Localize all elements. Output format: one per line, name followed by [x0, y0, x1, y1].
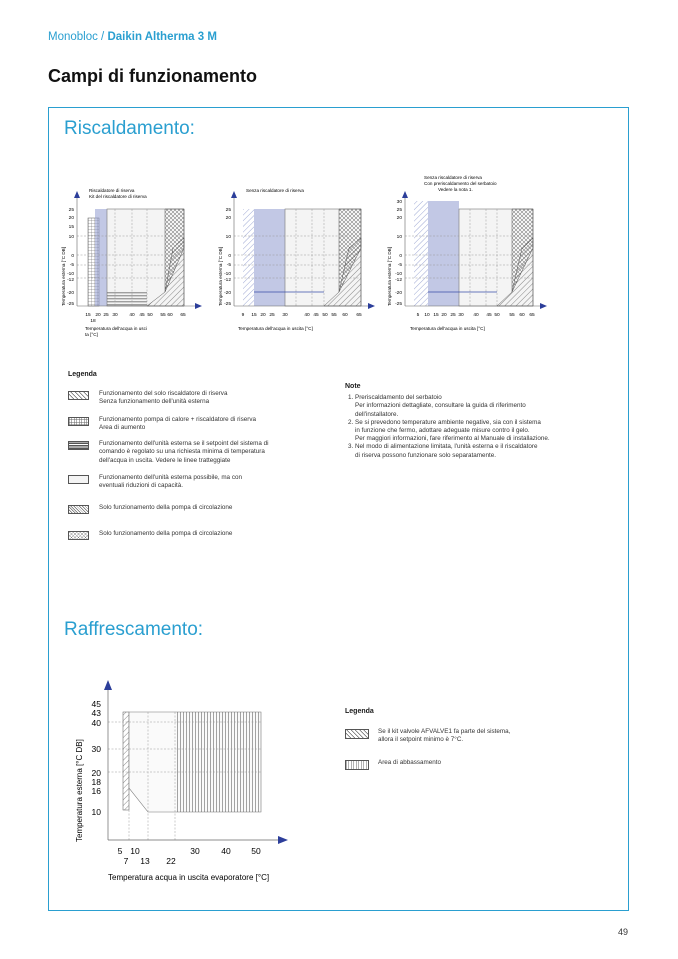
chart3-x-arrow: [540, 303, 547, 309]
chart3-region-diag: [414, 201, 428, 306]
chart2-xtick: 9: [241, 313, 245, 318]
cooling-ytick: 45: [91, 699, 101, 709]
chart2-ytick: -5: [226, 263, 231, 268]
cooling-ytick: 30: [91, 744, 101, 754]
chart3-y-arrow: [402, 191, 408, 198]
chart2-xtick: 55: [331, 313, 337, 318]
chart3-ytick: 0: [399, 254, 402, 259]
chart3-ytick: 10: [396, 235, 402, 240]
chart1-ylabel: Temperatura esterna [°C DB]: [61, 246, 66, 306]
chart2-xtick: 65: [356, 313, 362, 318]
chart3-label-line-1: Senza riscaldatore di riserva: [424, 175, 482, 180]
legend-text: [378, 759, 548, 767]
chart3-xtick: 15: [433, 313, 439, 318]
cooling-xtick: 22: [166, 856, 176, 866]
chart3-xtick: 40: [473, 313, 479, 318]
chart3-xtick: 55: [509, 313, 515, 318]
chart1-ytick: 20: [68, 216, 74, 221]
note-line: Per maggiori informazioni, fare riferimento al Manuale di installazione.: [355, 435, 550, 443]
chart3-ytick: 30: [396, 200, 402, 205]
cooling-xlabel: Temperatura acqua in uscita evaporatore [°C]: [108, 873, 270, 882]
chart1-ytick: 0: [71, 254, 74, 259]
chart1-xtick: 30: [112, 313, 118, 318]
legend-line: eventuali riduzioni di capacità.: [99, 482, 184, 490]
chart1-xtick: 15: [85, 313, 91, 318]
breadcrumb: [48, 31, 217, 43]
legend-swatch-diagonal: [345, 729, 369, 739]
note-line: dell'installatore.: [355, 410, 399, 418]
chart3-xtick: 20: [441, 313, 447, 318]
chart1-ytick: -25: [67, 302, 74, 307]
legend-text: [99, 530, 299, 538]
cooling-region-lowering: [175, 712, 261, 812]
chart1-y-ticks: [67, 207, 74, 307]
legend-swatch-cross: [68, 531, 89, 540]
chart2-label-line-1: Senza riscaldatore di riserva: [246, 188, 304, 193]
chart3-ylabel: Temperatura esterna [°C DB]: [387, 246, 392, 306]
legend-text: [99, 474, 299, 491]
notes-title: Note: [345, 383, 361, 390]
chart1-xtick-extra: 18: [90, 319, 96, 324]
chart3-ytick: -10: [395, 272, 402, 277]
note-line: in funzione che fermo, adottare adeguate misure contro il gelo.: [355, 427, 530, 435]
note-item: [355, 394, 585, 419]
legend-line: Solo funzionamento della pompa di circolazione: [99, 504, 233, 511]
chart2-xlabel: Temperatura dell'acqua in uscita [°C]: [238, 326, 313, 331]
note-item: [355, 419, 585, 444]
heating-legend-title: Legenda: [68, 371, 97, 378]
chart2-ytick: 0: [228, 254, 231, 259]
note-line: 3. Nel modo di alimentazione limitata, l'unità esterna e il riscaldatore: [355, 443, 538, 451]
cooling-region-diag: [123, 712, 129, 810]
chart2-ytick: 25: [225, 208, 231, 213]
legend-text: [99, 440, 299, 465]
cooling-xtick: 50: [251, 846, 261, 856]
chart1-xtick: 20: [95, 313, 101, 318]
legend-line: comando è regolato su una richiesta minima di temperatura: [99, 448, 265, 456]
legend-line: dell'acqua in uscita. Vedere le linee tratteggiate: [99, 456, 231, 464]
note-line: Per informazioni dettagliate, consultare la guida di riferimento: [355, 402, 526, 410]
chart3-xtick: 60: [519, 313, 525, 318]
chart2-xtick: 25: [269, 313, 275, 318]
legend-line: Solo funzionamento della pompa di circolazione: [99, 530, 233, 537]
legend-text: [378, 728, 548, 745]
legend-line: allora il setpoint minimo è 7°C.: [378, 736, 464, 744]
chart1-label-line-2: Kit del riscaldatore di riserva: [89, 194, 147, 199]
chart1-xtick: 45: [139, 313, 145, 318]
chart3-ytick: -5: [397, 263, 402, 268]
legend-swatch-diagonal: [68, 391, 89, 400]
cooling-xtick: 7: [123, 856, 129, 866]
chart1-y-arrow: [74, 191, 80, 198]
chart3-xlabel: Temperatura dell'acqua in uscita [°C]: [410, 326, 485, 331]
chart2-region-diag: [243, 209, 254, 306]
heating-chart-2: [212, 178, 377, 338]
note-line: 1. Preriscaldamento del serbatoio: [355, 394, 442, 402]
chart2-ytick: -12: [224, 278, 231, 283]
chart2-xtick: 50: [322, 313, 328, 318]
legend-swatch-plain: [68, 475, 89, 484]
legend-line: Senza funzionamento dell'unità esterna: [99, 398, 210, 406]
chart1-region-hstripe: [107, 292, 147, 306]
cooling-ytick: 10: [91, 807, 101, 817]
chart2-y-arrow: [231, 191, 237, 198]
legend-line: Funzionamento del solo riscaldatore di riserva: [99, 390, 228, 397]
cooling-x-arrow: [278, 836, 288, 844]
chart2-ytick: -10: [224, 272, 231, 277]
chart2-x-ticks: [242, 312, 362, 318]
heating-notes: [345, 383, 585, 460]
cooling-y-ticks: [92, 699, 102, 817]
chart3-label-line-2: Con preriscaldamento del serbatoio: [424, 181, 497, 186]
cooling-ytick: 43: [91, 708, 101, 718]
cooling-xtick: 5: [117, 846, 123, 856]
chart2-xtick: 45: [313, 313, 319, 318]
page-title: Campi di funzionamento: [48, 66, 257, 86]
cooling-xtick: 10: [130, 846, 140, 856]
cooling-ytick: 20: [91, 768, 101, 778]
chart2-xtick: 40: [304, 313, 310, 318]
chart3-label-line-3: Vedere la nota 1.: [438, 187, 473, 192]
chart3-x-ticks: [417, 312, 535, 318]
chart2-region-booster: [254, 209, 285, 306]
legend-text: [99, 390, 299, 407]
chart3-xtick: 45: [486, 313, 492, 318]
chart3-ytick: -20: [395, 291, 402, 296]
chart2-xtick: 15: [251, 313, 257, 318]
chart1-ytick: -12: [67, 278, 74, 283]
chart3-ytick: -12: [395, 278, 402, 283]
breadcrumb-prefix: Monobloc /: [48, 31, 108, 43]
breadcrumb-product: Daikin Altherma 3 M: [107, 31, 217, 43]
chart1-ytick: 25: [68, 208, 74, 213]
chart3-xtick: 30: [458, 313, 464, 318]
chart3-ytick: 20: [396, 216, 402, 221]
chart3-xtick: 50: [494, 313, 500, 318]
notes-list: [345, 394, 585, 460]
chart1-xtick: 25: [103, 313, 109, 318]
cooling-ytick: 16: [91, 786, 101, 796]
chart1-ytick: -10: [67, 272, 74, 277]
note-line: di riserva possono funzionare solo separatamente.: [355, 451, 497, 459]
chart1-x-ticks: [85, 312, 186, 324]
cooling-xtick: 40: [221, 846, 231, 856]
chart3-xtick: 65: [529, 313, 535, 318]
chart2-ylabel: Temperatura esterna [°C DB]: [218, 246, 223, 306]
note-line: 2. Se si prevedono temperature ambiente negative, sia con il sistema: [355, 418, 541, 426]
legend-line: Funzionamento dell'unità esterna possibile, ma con: [99, 474, 242, 481]
legend-line: Funzionamento dell'unità esterna se il setpoint del sistema di: [99, 440, 269, 447]
cooling-xtick: 13: [140, 856, 150, 866]
chart1-region-booster: [95, 209, 107, 306]
chart3-region-booster: [428, 201, 459, 306]
chart1-xlabel-line-1: Temperatura dell'acqua in usci: [85, 326, 147, 331]
page-number: 49: [618, 927, 629, 937]
chart2-ytick: 10: [225, 235, 231, 240]
legend-line: Area di abbassamento: [378, 759, 442, 766]
chart1-label-line-1: Riscaldatore di riserva: [89, 188, 135, 193]
chart2-ytick: 20: [225, 216, 231, 221]
cooling-xtick: 30: [190, 846, 200, 856]
chart3-ytick: 25: [396, 208, 402, 213]
chart3-xtick: 25: [450, 313, 456, 318]
cooling-legend-title: Legenda: [345, 708, 374, 715]
legend-line: Se il kit valvole AFVALVE1 fa parte del sistema,: [378, 728, 511, 735]
legend-swatch-hstripe: [68, 441, 89, 450]
chart2-xtick: 20: [260, 313, 266, 318]
chart1-ytick: -5: [69, 263, 74, 268]
chart2-x-arrow: [368, 303, 375, 309]
legend-line: Funzionamento pompa di calore + riscaldatore di riserva: [99, 416, 256, 423]
cooling-chart: [68, 668, 298, 888]
chart2-ytick: -25: [224, 302, 231, 307]
legend-text: [99, 416, 299, 433]
legend-text: [99, 504, 299, 512]
heating-chart-3: [380, 170, 550, 338]
chart3-ytick: -25: [395, 302, 402, 307]
legend-swatch-grid: [68, 417, 89, 426]
note-item: [355, 443, 585, 459]
chart1-ytick: -20: [67, 291, 74, 296]
heating-chart-1: [55, 178, 205, 338]
cooling-section-title: Raffrescamento:: [64, 619, 204, 640]
heating-section-title: Riscaldamento:: [64, 118, 195, 139]
cooling-ytick: 18: [91, 777, 101, 787]
chart2-xtick: 30: [282, 313, 288, 318]
legend-swatch-dense-diag: [68, 505, 89, 514]
cooling-y-arrow: [104, 680, 112, 690]
chart1-xtick: 55: [160, 313, 166, 318]
chart1-xtick: 60: [167, 313, 173, 318]
legend-swatch-vertical: [345, 760, 369, 770]
legend-line: Area di aumento: [99, 424, 146, 432]
cooling-ytick: 40: [91, 718, 101, 728]
chart1-ytick: 15: [68, 225, 74, 230]
chart2-xtick: 60: [342, 313, 348, 318]
chart1-xtick: 50: [147, 313, 153, 318]
chart1-label: [89, 188, 147, 199]
chart3-xtick: 10: [424, 313, 430, 318]
chart3-y-ticks: [395, 199, 402, 307]
chart1-ytick: 10: [68, 235, 74, 240]
chart1-xtick: 65: [180, 313, 186, 318]
cooling-x-ticks: [118, 846, 261, 866]
chart1-xtick: 40: [129, 313, 135, 318]
chart1-x-arrow: [195, 303, 202, 309]
chart3-xtick: 5: [416, 313, 420, 318]
chart2-y-ticks: [224, 207, 231, 307]
chart2-ytick: -20: [224, 291, 231, 296]
cooling-ylabel: Temperatura esterna [°C DB]: [75, 739, 84, 842]
chart1-xlabel-line-2: ta [°C]: [85, 332, 98, 337]
